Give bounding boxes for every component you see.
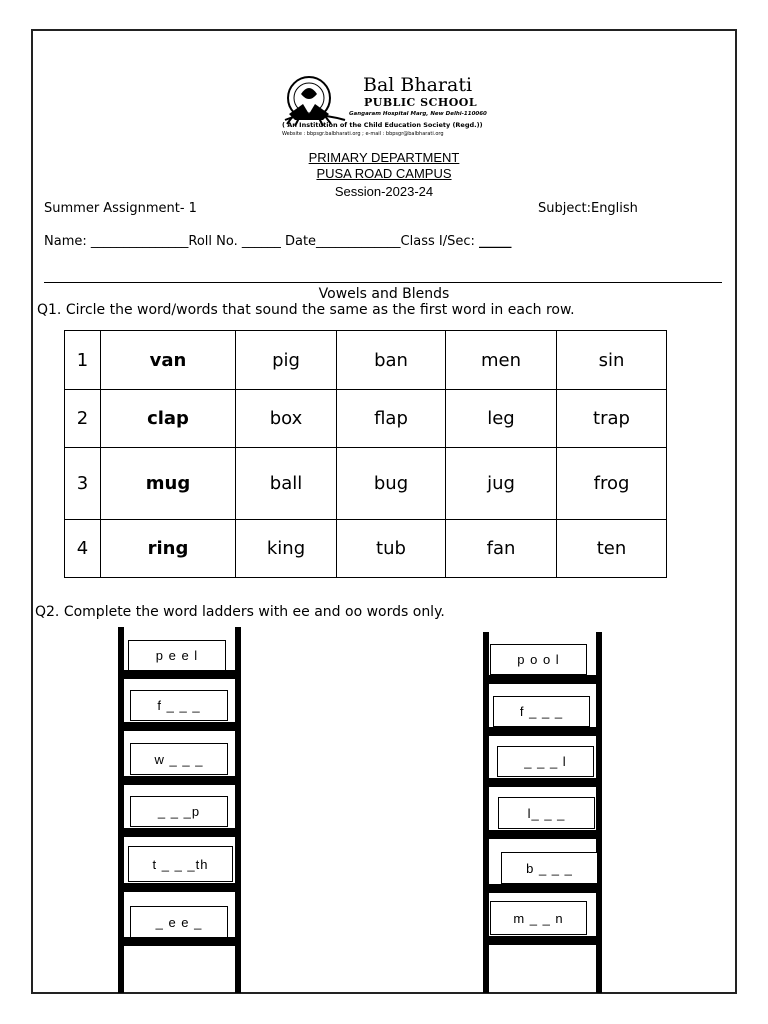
ladder-answer-box[interactable]: _ e e _ [130,906,228,938]
institution-line: ( An Institution of the Child Education Society (Regd.)) [282,121,483,129]
option-word[interactable]: ball [236,448,337,520]
row-number: 2 [65,390,101,448]
q1-question: Q1. Circle the word/words that sound the same as the first word in each row. [37,302,575,318]
option-word[interactable]: pig [236,331,337,390]
department-title: PRIMARY DEPARTMENT [308,150,460,165]
ladder-word-box: p e e l [128,640,226,671]
option-word[interactable]: jug [446,448,557,520]
ladder-rung [118,937,241,946]
ladder-answer-box[interactable]: m _ _ n [490,901,587,935]
website-line: Website : bbpsgr.balbharati.org ; e-mail : bbpsgr@balbharati.org [282,131,444,137]
ladder-answer-box[interactable]: b _ _ _ [501,852,598,884]
ladder-rung [118,828,241,837]
session-label: Session-2023-24 [334,184,434,199]
assignment-title: Summer Assignment- 1 [44,201,197,216]
subject-label: Subject:English [538,201,638,216]
ladder-answer-box[interactable]: _ _ _ l [497,746,594,777]
option-word[interactable]: tub [337,520,446,578]
ladder-answer-box[interactable]: _ _ _p [130,796,228,827]
ladder-rung [483,830,602,839]
key-word: clap [101,390,236,448]
school-address: Gangaram Hospital Marg, New Delhi-110060 [349,111,487,117]
ladder-answer-box[interactable]: f _ _ _ [493,696,590,727]
option-word[interactable]: ban [337,331,446,390]
ladder-rung [483,936,602,945]
option-word[interactable]: men [446,331,557,390]
key-word: ring [101,520,236,578]
option-word[interactable]: leg [446,390,557,448]
ladder-answer-box[interactable]: w _ _ _ [130,743,228,775]
divider-line [44,282,722,283]
school-type: PUBLIC SCHOOL [364,96,478,109]
ladder-answer-box[interactable]: f _ _ _ [130,690,228,721]
ladder-rung [483,884,602,893]
ladder-answer-box[interactable]: t _ _ _th [128,846,233,882]
student-details-line [44,234,512,249]
ladder-rung [118,883,241,892]
option-word[interactable]: trap [557,390,667,448]
school-name: Bal Bharati [363,74,473,96]
option-word[interactable]: ten [557,520,667,578]
option-word[interactable]: fan [446,520,557,578]
option-word[interactable]: frog [557,448,667,520]
row-number: 4 [65,520,101,578]
ladder-rung [118,670,241,679]
ladder-rung [483,727,602,736]
option-word[interactable]: bug [337,448,446,520]
section-blank: _____ [479,234,512,249]
option-word[interactable]: flap [337,390,446,448]
table-row [65,448,667,520]
ladder-rung [118,722,241,731]
option-word[interactable]: sin [557,331,667,390]
row-number: 1 [65,331,101,390]
option-word[interactable]: box [236,390,337,448]
table-row [65,331,667,390]
q2-question: Q2. Complete the word ladders with ee and oo words only. [35,604,445,620]
ladder-rung [483,778,602,787]
option-word[interactable]: king [236,520,337,578]
ladder-rung [483,675,602,684]
key-word: mug [101,448,236,520]
campus-title: PUSA ROAD CAMPUS [316,166,452,181]
key-word: van [101,331,236,390]
row-number: 3 [65,448,101,520]
section-title: Vowels and Blends [318,286,450,302]
table-row [65,520,667,578]
ladder-answer-box[interactable]: l_ _ _ [498,797,595,829]
ladder-word-box: p o o l [490,644,587,675]
table-row [65,390,667,448]
vowels-table [64,330,667,578]
ladder-rung [118,776,241,785]
student-details-label: Name: _______________Roll No. ______ Date_____________Class I/Sec: [44,234,475,249]
